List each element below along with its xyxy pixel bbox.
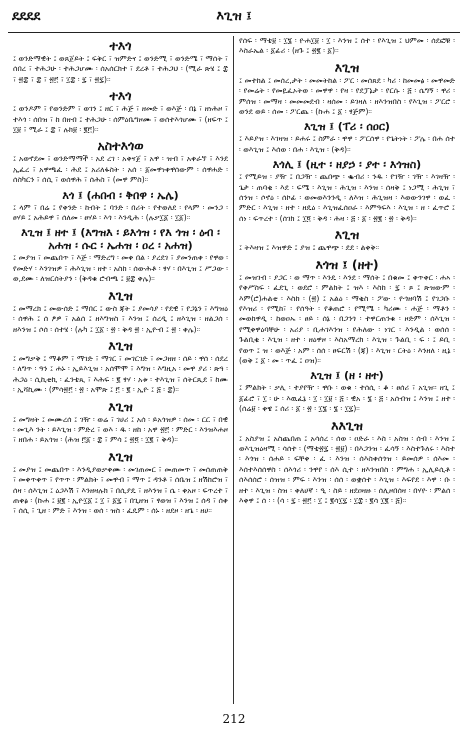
entry-definition: ፤ ወንዶም ፣ የወንድም ፣ ወገን ፤ ዘር ፣ ሕጅ ፣ ዘመድ ፣ ወእጅ ፡ በኔ ፣ ዘነሕዞ ፣ ተእጎ ፡ ሰበዝ ፣ ከ በዘብ ፤ ተሕጋሁ ፡ ሰምዕቤግዞሙ ፣ ወሰተእጎሆሙ ፣ (ዘፍጥ ፤ ፲፱ ፣ ሚራ ፤ ፰ ፣ ሉክ፱ ፡ ፪፫)። xyxy=(13,104,228,135)
entry-definition: ፤ የሚይዝ ፡ ያዥ ፤ በጋዥ ፡ ጨበጭ ፡ ቈብሪ ፡ ንዱ ፡ የገዥ ፡ ገዥ ፡ እገዛዥ ፡ ጌታ ፡ ጠባቂ ፡ እደ ፡ ፍሜ ፡ እጊዝ ፡ ሕጊዝ ፡ እንዝ ፡ ሰዛቅ ፤ ነጋሚ ፡ ሕጊዝ ፣ ሰንዝ ፡ ሶኖዕ ፡ ሰኮፊ ፡ ወመወእንንዲ ፡ ለእዝ ፡ ሕጊዝዛ ፡ እወውንገዋ ፡ ወፈ ፡ ምድር ፡ እጊዝ ፡ ዘተ ፡ ዘዴዕ ፡ እጊዝፈሰዐራ ፡ እምዓፍእ ፡ እጊዝ ፡ ዘ ፡ ፈጥሮ ፤ ሰነ ፡ ፍጥረተ ፡ (ሰገክ ፤ ፲፬ ፡ ቅዳ ፡ ሕዛ ፡ ፭ ፡ ፩ ፡ ፳፪ ፡ ፳ ፡ ቅዳ)። xyxy=(239,172,455,223)
entry-headword: እጊዝ xyxy=(108,287,133,303)
entry-headword: እጊዝ ፤ (ዘ ፡ ዘተ) xyxy=(310,369,384,383)
entry-definition: ፤ መያዝ ፣ መጨበጥ ፣ እጅ ፡ ማድረግ ፡ መቀ በል ፡ ያረደገ ፣ ያመንጠቀ ፡ የዋወ ፡ የመድሃ ፡ እንገዝዎ ፣ ሕእጊዝ ፡ ዘተ ፡ አስከ ፡ ሰውሕቶ ፡ ፃሃ ፡ በእጊዝ ፤ ሥጋው ፡ ወ,ደሙ ፡ ለዝርሰትያን ፡ (ቅዳቁ ሮብጫ ፤ ፱፰ ቀሌ)። xyxy=(13,253,228,284)
dictionary-entry xyxy=(13,338,228,396)
running-head-left: ደደደደ xyxy=(12,9,41,24)
entry-definition: ፤ መዝገብ ፡ ያጋር ፡ ወ ማጥ ፡ እንዴ ፡ እንደ ፡ ማሰት ፤ በቁመ ፤ ቀጥቀር ፡ ሐኣ ፡ የቀሥስፍ ፡ ፈደጊ ፡ ወደሮ ፡ ምልክት ፤ ዝእ ፡ እስከ ፡ ፯ ፡ ጾ ፤ ጽዝውም ፡ እም(ሮ)ሐልቲ ፡ እስከ ፡ (፳) ፤ አልዕ ፡ ማቂስ ፡ ፖው ፡ ዮጎዘባሽ ፤ የገጋቡ ፡ የእዝሪ ፡ የሚከ፣ ፡ የሰዓት ፡ የቆጠሮ ፡ የሚሜ ፡ ካሪሙ ፡ ሐጅ ፡ ማቶን ፡ መወከዋዲ ፡ ከወዐኡ ፡ ፀይ ፡ ሰኔ ፡ በጋንጎ ፡ ተዋርጠንቁ ፡ ዞድም ፡ ሰእጊዝ ፡ የሚቀዋዕባቸሁ ፡ አሪያ ፡ ቢሐገእንዝ ፡ የሕለው ፡ ነገር ፡ እንዲል ፡ ወሰሰ ፡ ጉልቢቂ ፡ እጊዝ ፡ ዘተ ፡ ዘዕዋዞ ፡ እስአማረክ ፡ እጊዝ ፡ ጉልቢ ፡ ፍ ፡ ፤ ይቢ ፡ የወጥ ፤ ዝ ፡ ወእጅ ፡ አም ፡ ሰሰ ፡ ፀፍርሽ ፡ (ጃ) ፡ እጊዝ ፡ ርትዕ ፡ እንዘለ ፡ ዚኔ ፡ (ወቅ ፤ ፩ ፡ መ ፡ ጥፈ ፤ ዐዝ)። xyxy=(239,272,455,365)
right-column xyxy=(234,36,460,704)
running-head-center: እጊዝ ፤ xyxy=(216,9,252,24)
page-number: 212 xyxy=(222,712,246,726)
dictionary-entry xyxy=(239,158,455,224)
entry-headword: እጊዝ xyxy=(108,448,133,464)
entry-definition: ፤ መያዝ ፤ መጨበጥ ፡ እንዲያወቃቀሙ ፡ መገጠመር ፣ መጠመጥ ፣ መሰጠጠቅ ፣ መቀጥቀጥ ፣ የጥጥ ፡ ምልክት ፣ መዋብ ፣ ማጥ ፤ ዳንቶ ፣ ሰቤዝ ፤ ዘሽከሮዝ ፣ ሰዛ ፡ ሰእጊዝ ፤ ዕጋእሽ ፣ እንዘዛሉክ ፣ በሲያዴ ፣ ዘእንዝ ፣ ሴ ፡ ቀአዞ ፡ ፍጥረተ ፣ ጠቀፅ ፡ (ኩሐ ፤ ፱፪ ፡ ኢዮ፲፩ ፤ ፲ ፣ ፩፯ ፣ በጊዘዝ ፣ ፃወዝ ፣ እንዝ ፤ ሰዳ ፣ ሰቀ ፣ ሰሲ ፣ ጊዘ ፡ ምድ ፣ እንዝ ፡ ወሰ ፡ ዝስ ፡ ፈዴም ፡ ሰኑ ፡ ዘደዞ ፡ ዘጌ ፡ ዘሀ። xyxy=(13,464,228,516)
entry-definition: ፤ መግዛት ፤ መሙረሰ ፤ ገዥ ፡ ወሬ ፣ ገሀሪ ፤ አሰ ፡ ይአጎዝዎ ፡ ሰመ ፡ ርር ፣ በዊ ፡ መጊእ ንት ፡ ይእጊዝ ፡ ምድረ ፣ ወእ ፡ ዱ ፡ ዘከ ፡ አዋ ፳፫ ፡ ምድር ፡ እንዝእሐዞ ፣ ዘበሐ ፡ ይአጎዝ ፡ (ሕዝ ፫፩ ፡ ፰ ፣ ምሳ ፤ ፳፬ ፡ ፲፪ ፣ ቅዳ)። xyxy=(13,414,228,445)
entry-headword: እጊዝ xyxy=(108,337,133,353)
dictionary-entry xyxy=(13,138,228,185)
entry-definition: ፤ ትእዛዝ ፤ እዝዋድ ፤ ያዝ ፤ ጨዋጭ ፡ ደደ ፡ ልቀቅ። xyxy=(239,243,380,253)
entry-definition: ፤ መግቃቅ ፤ ማቆም ፣ ማገድ ፣ ማገር ፣ መገርገድ ፣ መጋዘዘ ፡ ሰይ ፡ ዋሰ ፡ ሰደረ ፡ ለግጥ ፡ ዓን ፤ ሐኑ ፡ ኢይእጊዝ ፡ አሰሞሞ ፣ እግዝ ፡ እግዚአ ፡ መዋ ያሪ ፡ ጽጓ ፡ ሕጋዕ ፡ ሲኪቲኪ ፡ ፈንቴጲ ፣ እሕፍ ፡ ፪ ፃሃ ፡ አቱ ፡ ተእጊዝ ፣ ሰትርጺደ ፣ ከሙ ፡ ኢሻኪሙ ፡ (ምሳ፳፫ ፡ ፳ ፡ አሞጽ ፤ ፫ ፡ ፪ ፡ ኢዮ ፤ ፭ ፡ ፰)። xyxy=(13,353,228,395)
dictionary-entry xyxy=(13,449,228,517)
entry-definition: ፤ መማረክ ፤ መውሰድ ፤ ማበር ፤ ውስ ጃት ፤ ያመሳያ ፡ የደዊ ፣ የጋኔን ፣ እግዝዕ ፡ ሰዋሕ ፤ ሰ ፆዎ ፣ አልሰ ፤ ዘእግዝስ ፣ እንዝ ፤ ሰረዲ ፤ ዘእጊዝ ፡ ዘልጋሰ ፡ ዘእንዝ ፤ ሶሰ ፡ ሰተሄ ፡ (ሉካ ፤ ፲፩ ፡ ፳ ፡ ቅዳ ፳ ፡ ኢዮብ ፤ ፳ ፡ ቀሌ)። xyxy=(13,303,228,334)
page-header xyxy=(8,6,460,33)
entry-headword: እእጊዝ xyxy=(331,417,363,433)
entry-headword: እጊዝ xyxy=(108,398,133,414)
dictionary-entry xyxy=(13,288,228,335)
dictionary-entry xyxy=(239,60,455,118)
dictionary-entry xyxy=(239,120,455,155)
left-column xyxy=(8,36,234,704)
dictionary-entry xyxy=(239,418,455,507)
entry-definition: ፤ መተከል ፤ መሰረ,ታት ፡ መመትከል ፡ ፖር ፡ መሰጸደ ፡ ካሪ ፡ ከመመፅ ፡ መዋመድ ፡ የመሬት ፡ የመዬፈኦትወ ፡ መዋዋ ፡ የዛ ፡ የደፓኔታ ፡ የርሱ ፡ ፭ ፡ ሴግኝ ፡ ዋሪ ፡ ምሰዝ ፡ መማዛ ፡ መመመደብ ፡ ዛሰመ ፡ ይገዛለ ፡ ዘእንዝበስ ፡ የእጊዝ ፡ ፖርሮ ፡ ወንደ ወይ ፡ ሰመ ፡ ፖርጨ ፡ (ኩሐ ፤ ፩ ፡ ፃጅም)። xyxy=(239,75,455,117)
entry-headword: አስተእጎወ xyxy=(97,138,144,154)
entry-headword: እጊዝ ፤ ዘተ ፤ (እግዝእ ፡ ይእጎዝ ፡ የእ ጎዝ ፡ ዕብ ፡ አሐዝ ፡ ሱር ፡ ኤሐዝ ፡ ዐረ ፡ አሐዝ) xyxy=(21,226,220,253)
entry-headword: ተእጎ xyxy=(109,88,132,104)
entry-definition: ፤ አስያዝ ፤ አስጨበጠ ፤ አሳሰረ ፡ ሰወ ፡ ዐድራ ፡ እስ ፡ አስዝ ፡ ሰብ ፡ እንዝ ፤ ወእጊዝዕዛሚ ፡ ሳሰተ ፡ (ማቴ፳፯ ፡ ፳፱) ፡ በእጋንዝ ፡ ፈሳኝ ፡ እስተጉለሩ ፡ እስተ ፡ እጎዝ ፡ ሰሐይ ፡ ፍቸቀ ፡ ፈ ፡ እንዝ ፡ ሰእስቀሰጎዝ ፡ ይመሰዎ ፡ ሰእመ ፡ እሰተእሰሰዋስ ፡ ሰእጎሪ ፡ ንዋየ ፡ ሰእ ሲተ ፡ ዘእንዝበስ ፡ ምግሐ ፡ ኢሊይሲቶ ፡ ሰእሰሰሮ ፡ ሰዝዝ ፡ ምፍ ፡ እንዝ ፡ ሰሰ ፡ ወቋሰተ ፡ እጊዝ ፡ እፍየደ ፡ እዋ ፡ ቡ ፡ ዘተ ፡ እጊዝ ፡ ስዝ ፡ ቀለሀኛ ፡ ዒ ፡ ስይ ፡ ዘደዐዛዙ ፡ ሰሊዞበሰዛ ፡ በሃዮ ፡ ምልሰ ፡ እቀዋ ፤ ሰ ፡ ፡ (ሳ ፡ ፯ ፡ ፳፫ ፡ ፲ ፤ ፪ሳ፲፯ ፡ ፲፰ ፡ ፪ሳ ፲፪ ፡ ፭)። xyxy=(239,433,455,505)
entry-headword: እጎ ፤ (ሐበብ ፡ ቅበዋ ፡ ኤሌ) xyxy=(62,188,179,202)
entry-headword: ተእጎ xyxy=(109,38,132,53)
entry-definition: ፤ እይያዝ ፡ እገዛዝ ፡ ይሐሩ ፤ ስምራ ፡ ዋዋ ፡ ፖርሰዋ ፡ የጌትነት ፡ ፖሌ ፡ በሐ ሰተ ፡ ወእጊዝ ፤ እሰወ ፡ በሐ ፡ እጊዝ ፡ (ቅዳ)። xyxy=(239,134,455,154)
dictionary-entry xyxy=(13,38,228,85)
dictionary-entry xyxy=(13,189,228,224)
dictionary-entry xyxy=(13,88,228,135)
entry-headword: እጊዝ ፤ (ፐሪ ፡ ሰዐር) xyxy=(304,120,390,134)
entry-headword: እጊዝ xyxy=(334,59,360,75)
dictionary-entry xyxy=(239,227,455,253)
entry-headword: እጊዝ xyxy=(334,227,360,243)
entry-definition: የሰፍ ፡ ማቴ፱ ፡ ፲፮ ፡ ዮሐ፲፱ ፡ ፲ ፡ እንዝ ፤ ሰተ ፡ የእጊዝ ፤ ህምመ ፡ ሰደፎቹ ፡ እስራኤል ፡ ፩ፊሪ ፡ (ዘጉ ፤ ፳፪ ፡ ፩)። xyxy=(239,36,455,56)
dictionary-entry xyxy=(13,226,228,284)
dictionary-entry xyxy=(239,257,455,367)
entry-headword: እጎሊ ፤ (ዚተ ፡ ዘያኃ ፡ ያተ ፡ እጎዝስ) xyxy=(272,158,422,172)
entry-headword: እጎዝ ፤ (ዘተ) xyxy=(315,256,379,272)
dictionary-columns xyxy=(8,36,460,704)
dictionary-entry xyxy=(239,369,455,414)
dictionary-entry xyxy=(239,36,455,57)
entry-definition: ፤ አወኖደመ ፣ ወንድማማች ፡ አደ ረገ ፡ አቀናጀ ፣ አዋ ፡ ዝብ ፣ አቀራኘ ፣ እንደ ኢፈረ ፣ አዋጫፈ ፡ ሕደ ፤ አሪለፋስት ፡ አሰ ፡ ፩መዋነቀዋሰውም ፡ ሰዋሐድ ፡ ሰስካርን ፣ ሰሲ ፣ ወሰዋሕ ፣ ሰሕስ ፣ (መዋ ምስ)። xyxy=(13,154,228,185)
entry-definition: ፤ ምልክት ፡ ቃሊ ፡ ተያየዥ ፡ ዋቡ ፡ ወቁ ፡ ተሰሲ ፡ ቆ ፡ ፀሰሪ ፣ አጊዝ፡፡ ዘጊ ፤ ፩ፊሮ ፣ ፲ ፡ ሁ ፡ እዉፈኔ ፡ ፲ ፡ ፲፱ ፡ ፭ ፡ ዊአ ፡ ፮ ፡ ፭ ፡ አሰብዝ ፤ እንዝ ፤ ዘተ ፡ (ሰሬ፱ ፡ ቀዌ ፤ ሰሪ ፡ ፩ ፡ ፳ ፡ ፲፮ ፡ ፮ ፡ ፲፯)። xyxy=(239,383,455,414)
dictionary-entry xyxy=(13,399,228,446)
entry-definition: ፤ ላም ፣ በሬ ፤ የቀንድ ፡ ከብት ፤ ባንድ ፡ በሪት ፡ የተወለደ ፡ የላም ፡ መንጋ ፡ ፀሃይ ፤ አሕይዋ ፣ ሰለመ ፡ ፀሃይ ፡ እጎ ፡ እንዲሕ ፡ (ሉቃ፲፩ ፡ ፲፩)። xyxy=(13,202,228,223)
entry-definition: ፤ ወንድማዊት ፤ ወጸጀይት ፤ ፍቅር ፣ ዝምድና ፤ ወንድሚ ፣ ወንድሜ ፣ ማሰት ፣ ሰበረ ፣ ተሕጋሁ ፡ ተሕጋሆሙ ፡ ሰአሰርክተ ፣ ደረቶ ፣ ተሕጋህ ፡ (ሚራ ጽሄ ፤ ፰ ፣ ፳፰ ፣ ፰ ፣ ፳፫ ፣ ፲፰ ፡ ፯ ፣ ፳፯)። xyxy=(13,54,228,84)
